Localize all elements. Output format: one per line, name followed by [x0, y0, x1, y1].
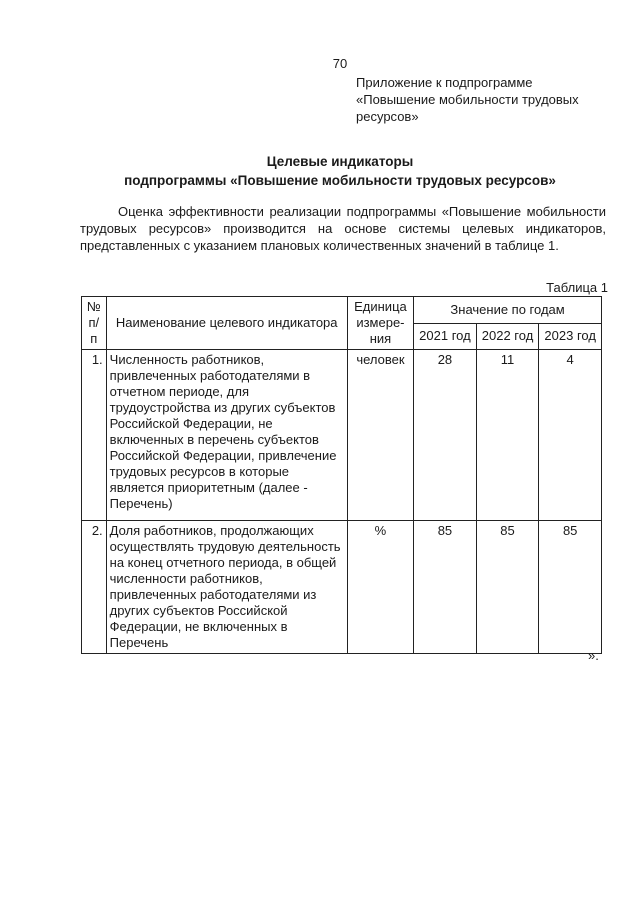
- header-num: № п/п: [82, 297, 107, 350]
- table-caption: Таблица 1: [546, 280, 608, 295]
- document-title: [60, 152, 620, 190]
- appendix-line-1: Приложение к подпрограмме: [356, 75, 533, 90]
- page-number: 70: [332, 56, 348, 71]
- row-name: Доля работников, продолжающих осуществлять трудовую деятельность на конец отчетного периода, в общей численности работников, привлеченных работодателями из других субъектов Российской Федерации, не включенных в Перечень: [106, 521, 347, 654]
- intro-paragraph-text: Оценка эффективности реализации подпрограммы «Повышение мобильности трудовых ресурсов» производится на основе системы целевых индикаторов, представленных с указанием плановых количественных значений в таблице 1.: [80, 204, 606, 253]
- row-num: 1.: [82, 350, 107, 521]
- header-year-2023: 2023 год: [539, 323, 602, 350]
- table-row: [82, 350, 602, 521]
- title-line-2: подпрограммы «Повышение мобильности трудовых ресурсов»: [124, 173, 556, 188]
- row-value-2022: 11: [476, 350, 539, 521]
- row-value-2021: 28: [414, 350, 477, 521]
- appendix-line-2: «Повышение мобильности трудовых: [356, 92, 579, 107]
- closing-quote: ».: [588, 648, 599, 663]
- header-values-group: Значение по годам: [414, 297, 602, 324]
- indicators-table: [81, 296, 602, 654]
- table-header-row: [82, 297, 602, 324]
- header-year-2022: 2022 год: [476, 323, 539, 350]
- appendix-note: [356, 74, 616, 125]
- header-unit: Единица измере-ния: [347, 297, 413, 350]
- title-line-1: Целевые индикаторы: [266, 154, 414, 169]
- row-value-2023: 4: [539, 350, 602, 521]
- row-value-2023: 85: [539, 521, 602, 654]
- appendix-line-3: ресурсов»: [356, 109, 419, 124]
- row-num: 2.: [82, 521, 107, 654]
- table-row: [82, 521, 602, 654]
- header-year-2021: 2021 год: [414, 323, 477, 350]
- intro-paragraph: [80, 203, 606, 254]
- row-unit: человек: [347, 350, 413, 521]
- row-name: Численность работников, привлеченных работодателями в отчетном периоде, для трудоустройства из других субъектов Российской Федерации, не включенных в перечень субъектов Российской Федерации, привлечение трудовых ресурсов в которые является приоритетным (далее - Перечень): [106, 350, 347, 521]
- row-unit: %: [347, 521, 413, 654]
- header-name: Наименование целевого индикатора: [106, 297, 347, 350]
- row-value-2022: 85: [476, 521, 539, 654]
- row-value-2021: 85: [414, 521, 477, 654]
